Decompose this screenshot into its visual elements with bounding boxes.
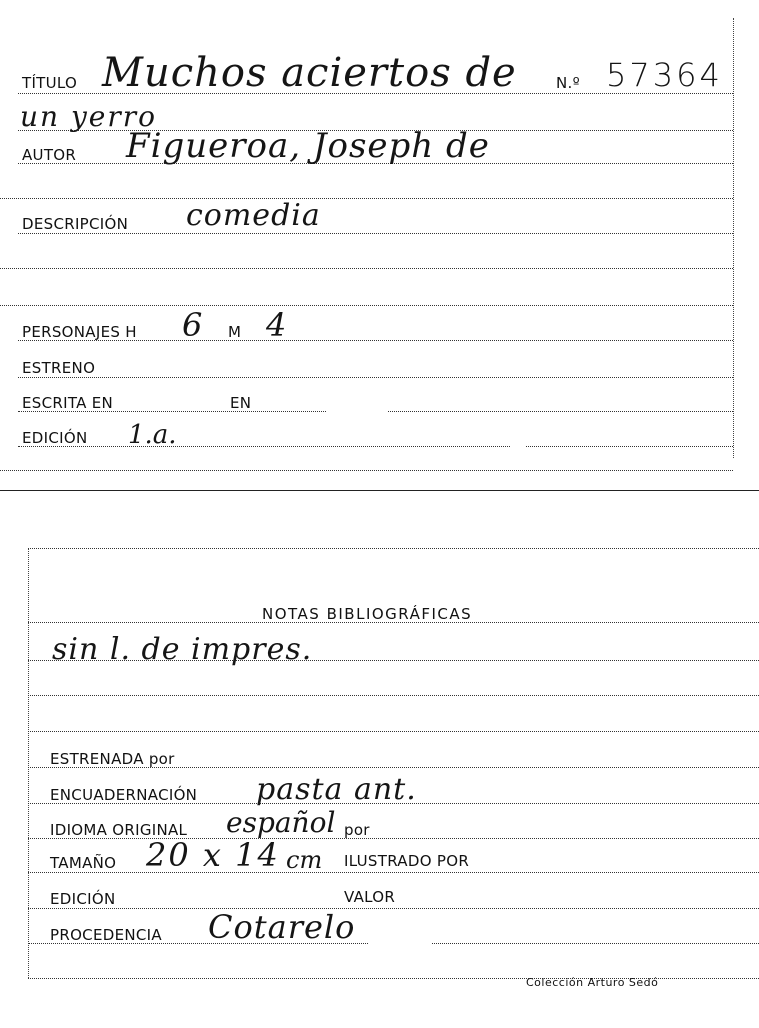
encuadernacion-value: pasta ant. xyxy=(256,772,417,807)
rule-procedencia-right xyxy=(432,943,759,944)
descripcion-label: DESCRIPCIÓN xyxy=(22,215,129,233)
collection-label: Colección Arturo Sedó xyxy=(526,976,659,989)
tamano-label: TAMAÑO xyxy=(50,854,117,872)
rule-notes-2 xyxy=(28,695,759,696)
card1-right-border xyxy=(733,18,734,458)
personajes-m-value: 4 xyxy=(266,306,287,344)
notas-value: sin l. de impres. xyxy=(52,632,313,667)
personajes-label: PERSONAJES H xyxy=(22,323,137,341)
card1-bottom-border xyxy=(0,490,759,491)
descripcion-value: comedia xyxy=(186,198,321,233)
notas-heading: NOTAS BIBLIOGRÁFICAS xyxy=(262,605,473,623)
rule-estreno xyxy=(18,377,733,378)
por-label: por xyxy=(344,821,370,839)
valor-label: VALOR xyxy=(344,888,396,906)
autor-label: AUTOR xyxy=(22,146,77,164)
procedencia-value: Cotarelo xyxy=(208,908,356,946)
escrita-label: ESCRITA EN xyxy=(22,394,114,412)
rule-escrita-right xyxy=(388,411,733,412)
edicion-label: EDICIÓN xyxy=(22,429,88,447)
encuadernacion-label: ENCUADERNACIÓN xyxy=(50,786,198,804)
edicion2-label: EDICIÓN xyxy=(50,890,116,908)
card2-top-border xyxy=(28,548,759,549)
rule-edicion-right xyxy=(526,446,733,447)
personajes-m-label: M xyxy=(228,323,242,341)
idioma-label: IDIOMA ORIGINAL xyxy=(50,821,188,839)
rule-edicion2 xyxy=(28,908,759,909)
tamano-unit: cm xyxy=(286,846,323,874)
titulo-label: TÍTULO xyxy=(22,74,78,92)
estreno-label: ESTRENO xyxy=(22,359,96,377)
titulo-value-continued: un yerro xyxy=(20,100,157,133)
numero-label: N.º xyxy=(556,74,580,92)
rule-tamano xyxy=(28,872,759,873)
procedencia-label: PROCEDENCIA xyxy=(50,926,162,944)
ilustrado-label: ILUSTRADO POR xyxy=(344,852,470,870)
rule-notes-3 xyxy=(28,731,759,732)
titulo-value: Muchos aciertos de xyxy=(102,50,517,96)
en-label: EN xyxy=(230,394,252,412)
rule-edicion-left xyxy=(18,446,510,447)
rule-blank-1 xyxy=(0,198,733,199)
idioma-value: español xyxy=(226,806,336,839)
rule-descripcion xyxy=(18,233,733,234)
rule-blank-2 xyxy=(0,268,733,269)
numero-value: 57364 xyxy=(606,56,723,94)
rule-bottom-margin xyxy=(0,470,733,471)
personajes-h-value: 6 xyxy=(182,306,203,344)
tamano-value: 20 x 14 xyxy=(146,836,280,874)
estrenada-label: ESTRENADA por xyxy=(50,750,175,768)
rule-blank-3 xyxy=(0,305,733,306)
edicion-value: 1.a. xyxy=(128,420,177,450)
card2-left-border xyxy=(28,548,29,978)
autor-value: Figueroa, Joseph de xyxy=(126,126,490,166)
